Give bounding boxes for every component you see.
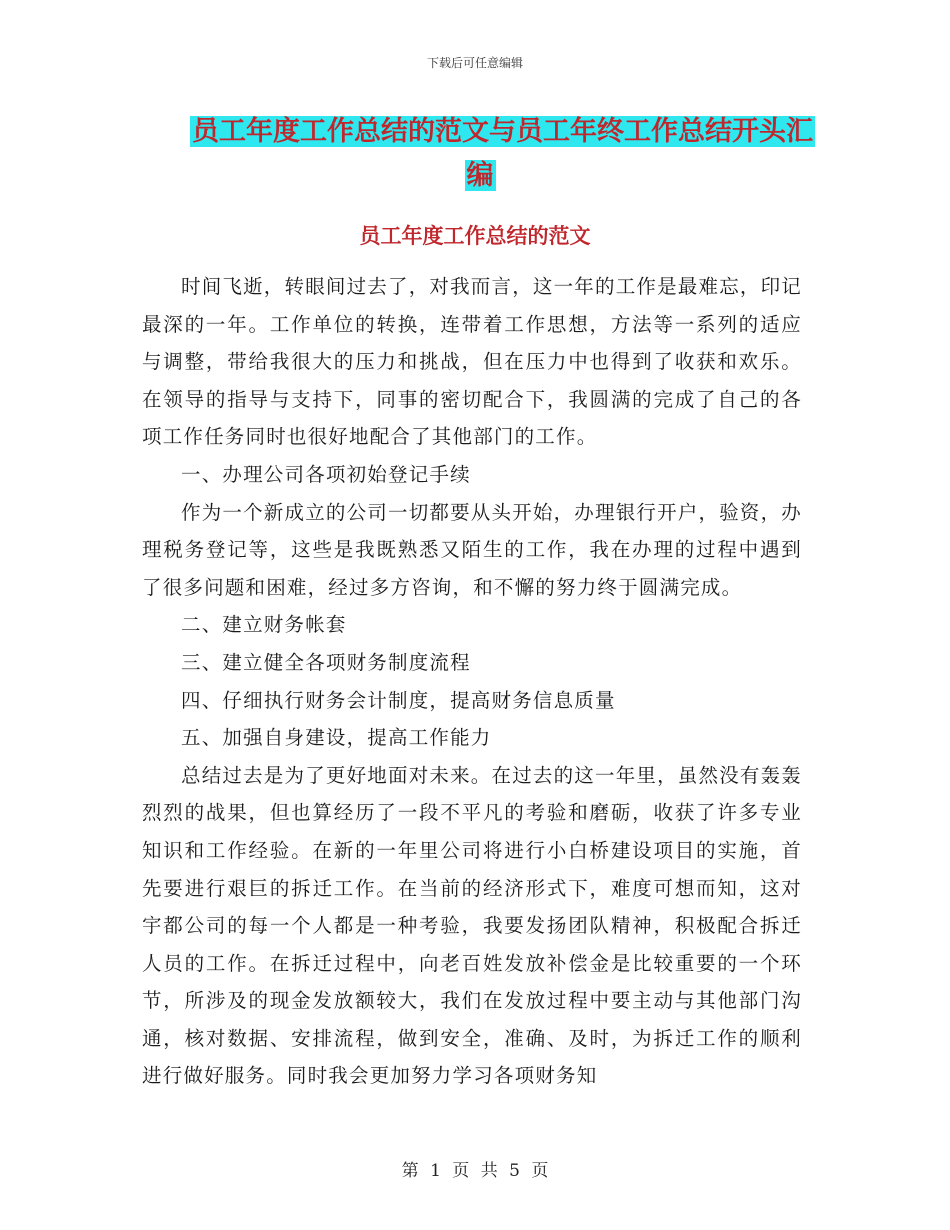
list-item-1: 一、办理公司各项初始登记手续 xyxy=(181,462,471,486)
page-number: 第 1 页 共 5 页 xyxy=(401,1161,549,1181)
list-item-5: 五、加强自身建设，提高工作能力 xyxy=(181,726,492,750)
list-item-3: 三、建立健全各项财务制度流程 xyxy=(181,650,471,674)
section-heading: 员工年度工作总结的范文 xyxy=(359,223,591,248)
document-title xyxy=(190,110,813,198)
list-item-4: 四、仔细执行财务会计制度，提高财务信息质量 xyxy=(181,688,616,712)
paragraph-registration: 作为一个新成立的公司一切都要从头开始，办理银行开户，验资，办理税务登记等，这些是我既熟悉又陌生的工作，我在办理的过程中遇到了很多问题和困难，经过多方咨询，和不懈的努力终于圆满完成。 xyxy=(142,500,803,599)
list-item-2: 二、建立财务帐套 xyxy=(181,613,347,637)
header-note: 下载后可任意编辑 xyxy=(426,56,523,70)
title-highlight-1: 员工年度工作总结的范文与员工年终工作总结开头汇 xyxy=(192,116,813,147)
document-body xyxy=(142,268,802,1095)
paragraph-intro: 时间飞逝，转眼间过去了，对我而言，这一年的工作是最难忘，印记最深的一年。工作单位的转换，连带着工作思想，方法等一系列的适应与调整，带给我很大的压力和挑战，但在压力中也得到了收获和欢乐。在领导的指导与支持下，同事的密切配合下，我圆满的完成了自己的各项工作任务同时也很好地配合了其他部门的工作。 xyxy=(142,275,803,449)
document-title-line-1 xyxy=(190,110,813,154)
title-highlight-2: 编 xyxy=(466,160,494,191)
paragraph-summary: 总结过去是为了更好地面对未来。在过去的这一年里，虽然没有轰轰烈烈的战果，但也算经历了一段不平凡的考验和磨砺，收获了许多专业知识和工作经验。在新的一年里公司将进行小白桥建设项目的实施，首先要进行艰巨的拆迁工作。在当前的经济形式下，难度可想而知，这对宇都公司的每一个人都是一种考验，我要发扬团队精神，积极配合拆迁人员的工作。在拆迁过程中，向老百姓发放补偿金是比较重要的一个环节，所涉及的现金发放额较大，我们在发放过程中要主动与其他部门沟通，核对数据、安排流程，做到安全，准确、及时，为拆迁工作的顺利进行做好服务。同时我会更加努力学习各项财务知 xyxy=(142,763,803,1088)
document-title-line-2 xyxy=(150,154,810,198)
